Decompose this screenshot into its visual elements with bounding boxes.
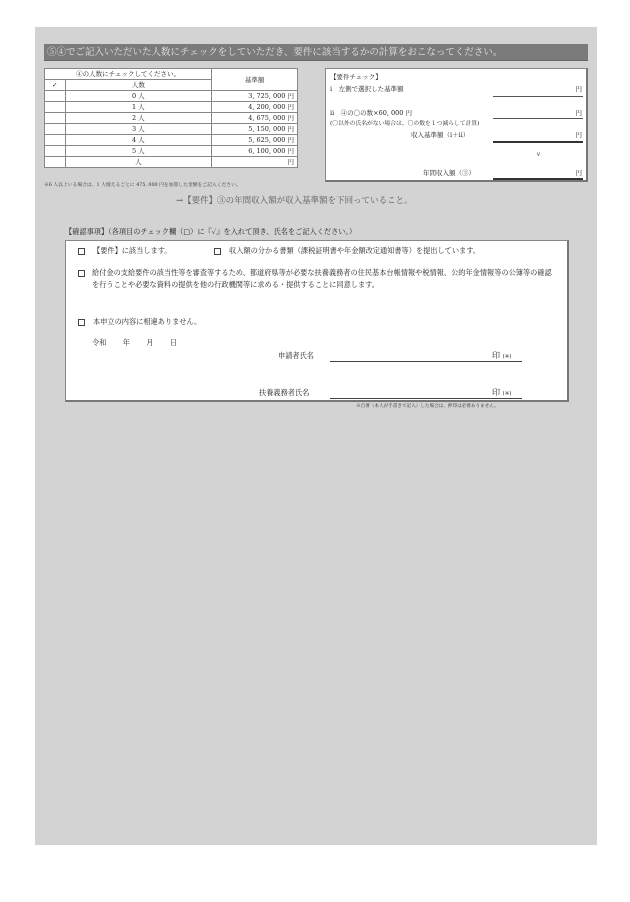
item-i-unit: 円 — [575, 85, 582, 93]
checkbox-requirement-met[interactable] — [78, 248, 85, 255]
applicant-name-label: 申請者氏名 — [278, 351, 314, 360]
row-count: 2 人 — [65, 113, 212, 124]
annual-income-label: 年間収入額（③） — [423, 169, 475, 177]
row-amount: 3, 725, 000 円 — [212, 91, 298, 102]
item-consent: 給付金の支給要件の該当性等を審査等するため、都道府県等が必要な扶養義務者の住民基本台帳情報や税情報、公的年金情報等の公簿等の確認を行うことや必要な資料の提供を他の行政機関等に求める・提供することに同意します。 — [92, 268, 552, 289]
checkbox-declaration[interactable] — [78, 319, 85, 326]
income-standard-unit: 円 — [575, 131, 582, 139]
item-ii-unit: 円 — [575, 109, 582, 117]
table-row — [45, 102, 298, 113]
item-i-label: ⅰ 左側で選択した基準額 — [330, 85, 404, 93]
checkbox-consent[interactable] — [78, 270, 85, 277]
income-standard-input[interactable] — [493, 141, 583, 143]
table-row — [45, 135, 298, 146]
item-requirement-met: 【要件】に該当します。 — [93, 246, 172, 255]
row-amount: 4, 675, 000 円 — [212, 113, 298, 124]
section-header: ⑤④でご記入いただいた人数にチェックをしていただき、要件に該当するかの計算をおこなってください。 — [44, 44, 588, 61]
row-amount: 6, 100, 000 円 — [212, 146, 298, 157]
table-row — [45, 113, 298, 124]
row-checkbox-5[interactable] — [45, 146, 66, 157]
date-day: 日 — [169, 338, 177, 347]
guardian-name-label: 扶養義務者氏名 — [259, 388, 310, 397]
row-checkbox-4[interactable] — [45, 135, 66, 146]
row-checkbox-6[interactable] — [45, 157, 66, 168]
row-count-input[interactable]: 人 — [65, 157, 212, 168]
row-count: 1 人 — [65, 102, 212, 113]
table-row — [45, 146, 298, 157]
item-ii-label: ⅱ ④の〇の数×60, 000 円 — [330, 109, 412, 117]
signature-note: ※自署（本人が手書きで記入）した場合は、押印は必要ありません。 — [356, 404, 499, 409]
requirement-check-box — [325, 68, 588, 182]
table-row — [45, 124, 298, 135]
confirmation-title: 【確認事項】（各項目のチェック欄（□）に『✓』を入れて頂き、氏名をご記入ください。） — [65, 227, 357, 236]
annual-income-input[interactable] — [493, 178, 583, 180]
row-count: 3 人 — [65, 124, 212, 135]
confirmation-box — [65, 240, 569, 402]
check-header: ✓ — [45, 80, 66, 91]
date-era: 令和 — [92, 338, 107, 347]
amount-header: 基準額 — [212, 69, 298, 91]
applicant-seal — [492, 350, 511, 361]
table-note: ※6 人以上いる場合は、1 人増えるごとに 475, 000 円を加算した金額をご記入ください。 — [44, 183, 241, 188]
row-count: 5 人 — [65, 146, 212, 157]
guardian-name-input[interactable] — [330, 398, 522, 399]
item-ii-input[interactable] — [493, 118, 583, 119]
applicant-name-input[interactable] — [330, 361, 522, 362]
table-row — [45, 91, 298, 102]
date-month: 月 — [146, 338, 154, 347]
requirement-check-title: 【要件チェック】 — [330, 73, 382, 81]
dependents-count-table — [44, 68, 298, 168]
row-count: 4 人 — [65, 135, 212, 146]
row-checkbox-2[interactable] — [45, 113, 66, 124]
guardian-seal — [492, 387, 511, 398]
table-caption: ④の人数にチェックしてください。 — [45, 69, 212, 80]
row-amount: 4, 200, 000 円 — [212, 102, 298, 113]
row-amount: 5, 150, 000 円 — [212, 124, 298, 135]
seal-label: 印 — [492, 388, 500, 397]
seal-mark: (※) — [502, 391, 512, 397]
seal-mark: (※) — [502, 354, 512, 360]
date-year: 年 — [122, 338, 130, 347]
row-checkbox-0[interactable] — [45, 91, 66, 102]
count-header: 人数 — [65, 80, 212, 91]
row-amount-input[interactable]: 円 — [212, 157, 298, 168]
less-than-symbol: ∨ — [536, 150, 541, 158]
row-checkbox-1[interactable] — [45, 102, 66, 113]
row-amount: 5, 625, 000 円 — [212, 135, 298, 146]
item-documents-submitted: 収入額の分かる書類（課税証明書や年金額改定通知書等）を提出しています。 — [229, 246, 480, 255]
table-row — [45, 157, 298, 168]
row-checkbox-3[interactable] — [45, 124, 66, 135]
row-count: 0 人 — [65, 91, 212, 102]
checkbox-documents-submitted[interactable] — [214, 248, 221, 255]
seal-label: 印 — [492, 351, 500, 360]
item-i-input[interactable] — [493, 96, 583, 97]
annual-income-unit: 円 — [575, 169, 582, 177]
item-declaration: 本申立の内容に相違ありません。 — [93, 317, 202, 326]
income-standard-label: 収入基準額（ⅰ＋ⅱ） — [411, 131, 470, 139]
requirement-statement: →【要件】③の年間収入額が収入基準額を下回っていること。 — [176, 196, 413, 206]
item-ii-note: (〇以外の氏名がない場合は、〇の数を１つ減らして計算) — [330, 121, 480, 127]
